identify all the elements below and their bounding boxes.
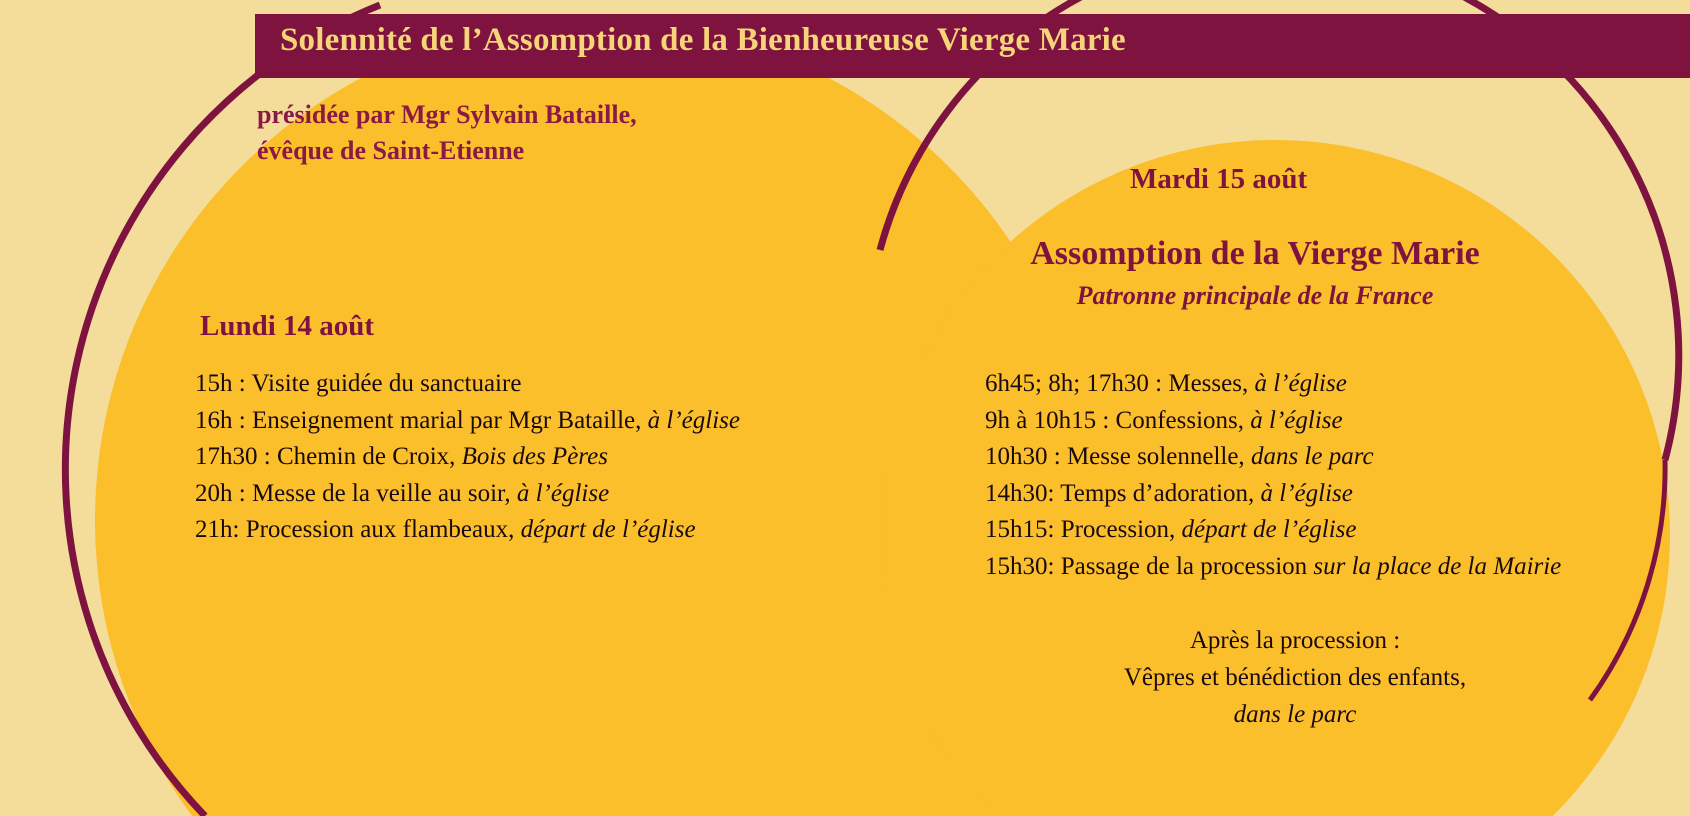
after-line: Vêpres et bénédiction des enfants, <box>1123 664 1467 691</box>
item-place: à l’église <box>1254 370 1347 397</box>
schedule-item <box>195 512 740 549</box>
presider-line: évêque de Saint-Etienne <box>257 136 525 165</box>
item-text: 9h à 10h15 : Confessions, <box>985 406 1251 434</box>
item-text: 15h30: Passage de la procession <box>985 552 1314 580</box>
item-text: 6h45; 8h; 17h30 : Messes, <box>985 370 1255 397</box>
day-heading-tuesday: Mardi 15 août <box>1130 163 1308 195</box>
item-place: à l’église <box>1260 479 1353 507</box>
schedule-item <box>985 512 1585 549</box>
item-place: départ de l’église <box>1181 516 1357 543</box>
schedule-item <box>195 403 740 440</box>
presider-line: présidée par Mgr Sylvain Bataille, <box>257 100 637 129</box>
schedule-item <box>985 439 1585 476</box>
schedule-monday <box>195 366 740 549</box>
item-text: 21h: Procession aux flambeaux, <box>195 516 521 543</box>
item-text: 15h15: Procession, <box>985 516 1182 543</box>
item-text: 14h30: Temps d’adoration, <box>985 479 1261 507</box>
after-procession-block <box>985 622 1605 733</box>
schedule-item <box>195 476 740 513</box>
item-text: 16h : Enseignement marial par Mgr Bataille, <box>195 406 648 434</box>
schedule-item <box>985 403 1585 440</box>
schedule-item <box>985 476 1585 513</box>
item-text: 17h30 : Chemin de Croix, <box>195 443 462 470</box>
item-place: à l’église <box>647 406 740 434</box>
item-text: 20h : Messe de la veille au soir, <box>195 479 517 507</box>
schedule-item <box>195 366 740 403</box>
feast-block <box>965 235 1545 311</box>
after-place: dans le parc <box>1233 701 1357 728</box>
feast-title: Assomption de la Vierge Marie <box>1030 235 1480 272</box>
schedule-item <box>985 366 1585 403</box>
item-place: Bois des Pères <box>461 443 608 470</box>
presider-info <box>257 97 637 169</box>
item-place: sur la place de la Mairie <box>1313 552 1562 580</box>
schedule-item <box>985 549 1585 586</box>
after-line: Après la procession : <box>1189 627 1401 654</box>
feast-subtitle: Patronne principale de la France <box>1076 281 1434 310</box>
item-text: 15h : Visite guidée du sanctuaire <box>195 370 522 397</box>
item-place: à l’église <box>516 479 610 507</box>
item-place: départ de l’église <box>520 516 696 543</box>
schedule-tuesday <box>985 366 1585 585</box>
item-text: 10h30 : Messe solennelle, <box>985 443 1251 470</box>
day-heading-monday: Lundi 14 août <box>200 310 375 342</box>
schedule-item <box>195 439 740 476</box>
page-title: Solennité de l’Assomption de la Bienheureuse Vierge Marie <box>280 22 1126 58</box>
item-place: dans le parc <box>1250 443 1374 470</box>
item-place: à l’église <box>1250 406 1343 434</box>
